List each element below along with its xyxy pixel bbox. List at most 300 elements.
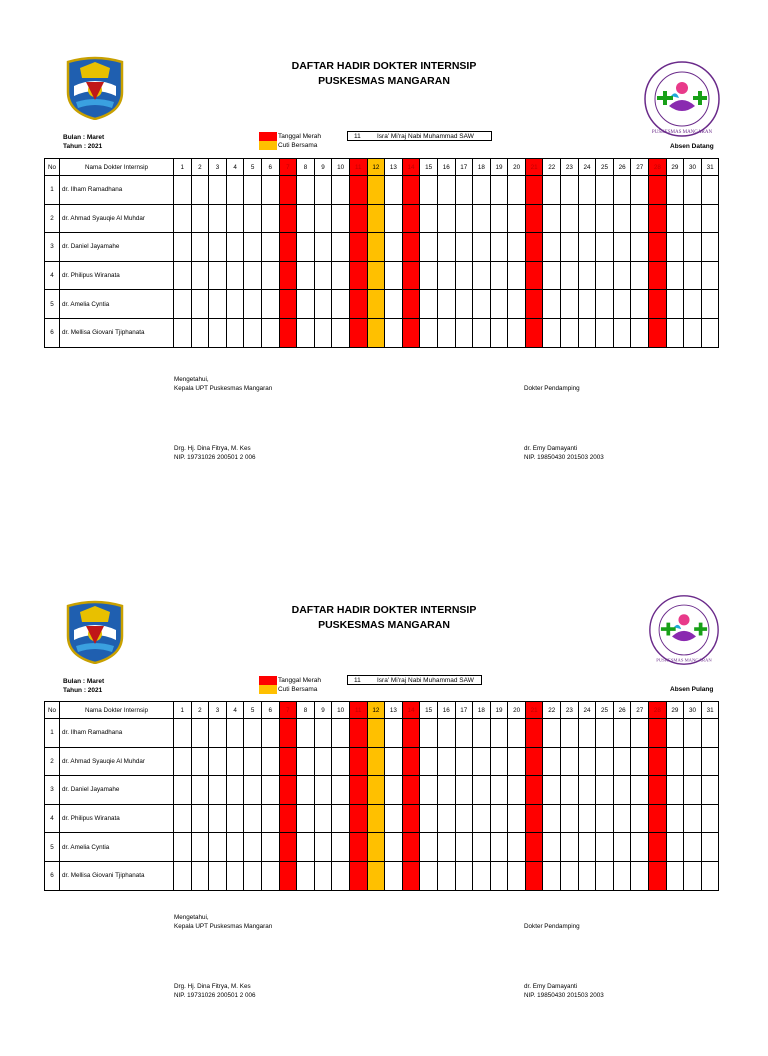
attendance-cell[interactable] [402, 719, 420, 748]
attendance-cell[interactable] [261, 204, 279, 233]
attendance-cell[interactable] [385, 233, 403, 262]
attendance-cell[interactable] [191, 176, 209, 205]
attendance-cell[interactable] [437, 204, 455, 233]
attendance-cell[interactable] [543, 776, 561, 805]
attendance-cell[interactable] [666, 318, 684, 347]
attendance-cell[interactable] [261, 833, 279, 862]
attendance-cell[interactable] [332, 204, 350, 233]
attendance-cell[interactable] [332, 747, 350, 776]
attendance-cell[interactable] [367, 290, 385, 319]
attendance-cell[interactable] [578, 233, 596, 262]
attendance-cell[interactable] [226, 290, 244, 319]
attendance-cell[interactable] [701, 318, 719, 347]
attendance-cell[interactable] [367, 776, 385, 805]
attendance-cell[interactable] [279, 776, 297, 805]
attendance-cell[interactable] [473, 290, 491, 319]
attendance-cell[interactable] [332, 290, 350, 319]
attendance-cell[interactable] [578, 804, 596, 833]
attendance-cell[interactable] [596, 176, 614, 205]
attendance-cell[interactable] [314, 176, 332, 205]
attendance-cell[interactable] [244, 833, 262, 862]
attendance-cell[interactable] [525, 204, 543, 233]
attendance-cell[interactable] [437, 833, 455, 862]
attendance-cell[interactable] [508, 776, 526, 805]
attendance-cell[interactable] [349, 719, 367, 748]
attendance-cell[interactable] [332, 318, 350, 347]
attendance-cell[interactable] [701, 776, 719, 805]
attendance-cell[interactable] [613, 719, 631, 748]
attendance-cell[interactable] [613, 747, 631, 776]
attendance-cell[interactable] [385, 290, 403, 319]
attendance-cell[interactable] [578, 861, 596, 890]
attendance-cell[interactable] [596, 719, 614, 748]
attendance-cell[interactable] [543, 204, 561, 233]
attendance-cell[interactable] [596, 318, 614, 347]
attendance-cell[interactable] [349, 176, 367, 205]
attendance-cell[interactable] [613, 776, 631, 805]
attendance-cell[interactable] [596, 261, 614, 290]
attendance-cell[interactable] [631, 833, 649, 862]
attendance-cell[interactable] [349, 204, 367, 233]
attendance-cell[interactable] [666, 861, 684, 890]
attendance-cell[interactable] [649, 833, 667, 862]
attendance-cell[interactable] [385, 776, 403, 805]
attendance-cell[interactable] [631, 290, 649, 319]
attendance-cell[interactable] [649, 233, 667, 262]
attendance-cell[interactable] [525, 318, 543, 347]
attendance-cell[interactable] [701, 833, 719, 862]
attendance-cell[interactable] [649, 176, 667, 205]
attendance-cell[interactable] [226, 776, 244, 805]
attendance-cell[interactable] [684, 204, 702, 233]
attendance-cell[interactable] [543, 318, 561, 347]
attendance-cell[interactable] [455, 719, 473, 748]
attendance-cell[interactable] [437, 290, 455, 319]
attendance-cell[interactable] [367, 747, 385, 776]
attendance-cell[interactable] [314, 290, 332, 319]
attendance-cell[interactable] [420, 861, 438, 890]
attendance-cell[interactable] [701, 804, 719, 833]
attendance-cell[interactable] [508, 833, 526, 862]
attendance-cell[interactable] [349, 290, 367, 319]
attendance-cell[interactable] [332, 804, 350, 833]
attendance-cell[interactable] [473, 719, 491, 748]
attendance-cell[interactable] [455, 776, 473, 805]
attendance-cell[interactable] [420, 176, 438, 205]
attendance-cell[interactable] [508, 719, 526, 748]
attendance-cell[interactable] [297, 176, 315, 205]
attendance-cell[interactable] [174, 776, 192, 805]
attendance-cell[interactable] [420, 804, 438, 833]
attendance-cell[interactable] [561, 804, 579, 833]
attendance-cell[interactable] [561, 204, 579, 233]
attendance-cell[interactable] [684, 261, 702, 290]
attendance-cell[interactable] [297, 833, 315, 862]
attendance-cell[interactable] [561, 176, 579, 205]
attendance-cell[interactable] [367, 261, 385, 290]
attendance-cell[interactable] [402, 861, 420, 890]
attendance-cell[interactable] [596, 804, 614, 833]
attendance-cell[interactable] [666, 261, 684, 290]
attendance-cell[interactable] [279, 290, 297, 319]
attendance-cell[interactable] [402, 204, 420, 233]
attendance-cell[interactable] [525, 233, 543, 262]
attendance-cell[interactable] [314, 204, 332, 233]
attendance-cell[interactable] [490, 290, 508, 319]
attendance-cell[interactable] [455, 233, 473, 262]
attendance-cell[interactable] [684, 290, 702, 319]
attendance-cell[interactable] [666, 719, 684, 748]
attendance-cell[interactable] [261, 719, 279, 748]
attendance-cell[interactable] [244, 290, 262, 319]
attendance-cell[interactable] [490, 776, 508, 805]
attendance-cell[interactable] [332, 233, 350, 262]
attendance-cell[interactable] [596, 747, 614, 776]
attendance-cell[interactable] [209, 776, 227, 805]
attendance-cell[interactable] [473, 833, 491, 862]
attendance-cell[interactable] [402, 233, 420, 262]
attendance-cell[interactable] [279, 861, 297, 890]
attendance-cell[interactable] [490, 861, 508, 890]
attendance-cell[interactable] [332, 833, 350, 862]
attendance-cell[interactable] [279, 804, 297, 833]
attendance-cell[interactable] [578, 747, 596, 776]
attendance-cell[interactable] [226, 719, 244, 748]
attendance-cell[interactable] [666, 204, 684, 233]
attendance-cell[interactable] [314, 233, 332, 262]
attendance-cell[interactable] [349, 233, 367, 262]
attendance-cell[interactable] [279, 261, 297, 290]
attendance-cell[interactable] [649, 204, 667, 233]
attendance-cell[interactable] [631, 747, 649, 776]
attendance-cell[interactable] [367, 833, 385, 862]
attendance-cell[interactable] [543, 804, 561, 833]
attendance-cell[interactable] [367, 719, 385, 748]
attendance-cell[interactable] [420, 290, 438, 319]
attendance-cell[interactable] [367, 804, 385, 833]
attendance-cell[interactable] [543, 833, 561, 862]
attendance-cell[interactable] [701, 747, 719, 776]
attendance-cell[interactable] [420, 261, 438, 290]
attendance-cell[interactable] [174, 290, 192, 319]
attendance-cell[interactable] [244, 804, 262, 833]
attendance-cell[interactable] [613, 176, 631, 205]
attendance-cell[interactable] [314, 804, 332, 833]
attendance-cell[interactable] [191, 833, 209, 862]
attendance-cell[interactable] [525, 290, 543, 319]
attendance-cell[interactable] [226, 747, 244, 776]
attendance-cell[interactable] [261, 776, 279, 805]
attendance-cell[interactable] [631, 233, 649, 262]
attendance-cell[interactable] [226, 833, 244, 862]
attendance-cell[interactable] [174, 176, 192, 205]
attendance-cell[interactable] [701, 233, 719, 262]
attendance-cell[interactable] [244, 204, 262, 233]
attendance-cell[interactable] [455, 176, 473, 205]
attendance-cell[interactable] [191, 719, 209, 748]
attendance-cell[interactable] [631, 776, 649, 805]
attendance-cell[interactable] [297, 290, 315, 319]
attendance-cell[interactable] [174, 233, 192, 262]
attendance-cell[interactable] [279, 233, 297, 262]
attendance-cell[interactable] [473, 861, 491, 890]
attendance-cell[interactable] [209, 261, 227, 290]
attendance-cell[interactable] [349, 747, 367, 776]
attendance-cell[interactable] [561, 318, 579, 347]
attendance-cell[interactable] [209, 290, 227, 319]
attendance-cell[interactable] [684, 833, 702, 862]
attendance-cell[interactable] [543, 290, 561, 319]
attendance-cell[interactable] [226, 804, 244, 833]
attendance-cell[interactable] [490, 719, 508, 748]
attendance-cell[interactable] [578, 204, 596, 233]
attendance-cell[interactable] [455, 747, 473, 776]
attendance-cell[interactable] [684, 176, 702, 205]
attendance-cell[interactable] [649, 861, 667, 890]
attendance-cell[interactable] [332, 176, 350, 205]
attendance-cell[interactable] [631, 318, 649, 347]
attendance-cell[interactable] [367, 176, 385, 205]
attendance-cell[interactable] [385, 833, 403, 862]
attendance-cell[interactable] [684, 804, 702, 833]
attendance-cell[interactable] [613, 861, 631, 890]
attendance-cell[interactable] [437, 719, 455, 748]
attendance-cell[interactable] [420, 204, 438, 233]
attendance-cell[interactable] [561, 861, 579, 890]
attendance-cell[interactable] [578, 290, 596, 319]
attendance-cell[interactable] [473, 261, 491, 290]
attendance-cell[interactable] [261, 861, 279, 890]
attendance-cell[interactable] [261, 290, 279, 319]
attendance-cell[interactable] [543, 261, 561, 290]
attendance-cell[interactable] [701, 261, 719, 290]
attendance-cell[interactable] [385, 719, 403, 748]
attendance-cell[interactable] [314, 833, 332, 862]
attendance-cell[interactable] [701, 176, 719, 205]
attendance-cell[interactable] [244, 719, 262, 748]
attendance-cell[interactable] [473, 804, 491, 833]
attendance-cell[interactable] [297, 719, 315, 748]
attendance-cell[interactable] [649, 804, 667, 833]
attendance-cell[interactable] [402, 290, 420, 319]
attendance-cell[interactable] [666, 290, 684, 319]
attendance-cell[interactable] [666, 776, 684, 805]
attendance-cell[interactable] [561, 776, 579, 805]
attendance-cell[interactable] [631, 176, 649, 205]
attendance-cell[interactable] [209, 861, 227, 890]
attendance-cell[interactable] [490, 833, 508, 862]
attendance-cell[interactable] [455, 833, 473, 862]
attendance-cell[interactable] [402, 747, 420, 776]
attendance-cell[interactable] [508, 233, 526, 262]
attendance-cell[interactable] [490, 318, 508, 347]
attendance-cell[interactable] [596, 233, 614, 262]
attendance-cell[interactable] [314, 776, 332, 805]
attendance-cell[interactable] [261, 261, 279, 290]
attendance-cell[interactable] [349, 261, 367, 290]
attendance-cell[interactable] [297, 261, 315, 290]
attendance-cell[interactable] [525, 833, 543, 862]
attendance-cell[interactable] [649, 747, 667, 776]
attendance-cell[interactable] [402, 833, 420, 862]
attendance-cell[interactable] [174, 804, 192, 833]
attendance-cell[interactable] [279, 176, 297, 205]
attendance-cell[interactable] [367, 233, 385, 262]
attendance-cell[interactable] [613, 290, 631, 319]
attendance-cell[interactable] [473, 747, 491, 776]
attendance-cell[interactable] [191, 747, 209, 776]
attendance-cell[interactable] [561, 747, 579, 776]
attendance-cell[interactable] [578, 318, 596, 347]
attendance-cell[interactable] [226, 233, 244, 262]
attendance-cell[interactable] [332, 776, 350, 805]
attendance-cell[interactable] [490, 747, 508, 776]
attendance-cell[interactable] [209, 318, 227, 347]
attendance-cell[interactable] [402, 776, 420, 805]
attendance-cell[interactable] [349, 318, 367, 347]
attendance-cell[interactable] [437, 747, 455, 776]
attendance-cell[interactable] [508, 318, 526, 347]
attendance-cell[interactable] [578, 176, 596, 205]
attendance-cell[interactable] [244, 747, 262, 776]
attendance-cell[interactable] [297, 804, 315, 833]
attendance-cell[interactable] [649, 290, 667, 319]
attendance-cell[interactable] [613, 261, 631, 290]
attendance-cell[interactable] [701, 861, 719, 890]
attendance-cell[interactable] [631, 261, 649, 290]
attendance-cell[interactable] [226, 176, 244, 205]
attendance-cell[interactable] [649, 318, 667, 347]
attendance-cell[interactable] [473, 233, 491, 262]
attendance-cell[interactable] [332, 719, 350, 748]
attendance-cell[interactable] [508, 261, 526, 290]
attendance-cell[interactable] [473, 318, 491, 347]
attendance-cell[interactable] [666, 233, 684, 262]
attendance-cell[interactable] [244, 233, 262, 262]
attendance-cell[interactable] [385, 176, 403, 205]
attendance-cell[interactable] [314, 318, 332, 347]
attendance-cell[interactable] [561, 290, 579, 319]
attendance-cell[interactable] [631, 719, 649, 748]
attendance-cell[interactable] [437, 176, 455, 205]
attendance-cell[interactable] [209, 747, 227, 776]
attendance-cell[interactable] [455, 290, 473, 319]
attendance-cell[interactable] [473, 176, 491, 205]
attendance-cell[interactable] [191, 861, 209, 890]
attendance-cell[interactable] [297, 861, 315, 890]
attendance-cell[interactable] [525, 861, 543, 890]
attendance-cell[interactable] [596, 833, 614, 862]
attendance-cell[interactable] [561, 261, 579, 290]
attendance-cell[interactable] [437, 804, 455, 833]
attendance-cell[interactable] [297, 747, 315, 776]
attendance-cell[interactable] [508, 861, 526, 890]
attendance-cell[interactable] [209, 804, 227, 833]
attendance-cell[interactable] [261, 318, 279, 347]
attendance-cell[interactable] [420, 233, 438, 262]
attendance-cell[interactable] [561, 233, 579, 262]
attendance-cell[interactable] [191, 261, 209, 290]
attendance-cell[interactable] [613, 318, 631, 347]
attendance-cell[interactable] [455, 261, 473, 290]
attendance-cell[interactable] [649, 776, 667, 805]
attendance-cell[interactable] [437, 861, 455, 890]
attendance-cell[interactable] [174, 204, 192, 233]
attendance-cell[interactable] [279, 747, 297, 776]
attendance-cell[interactable] [297, 204, 315, 233]
attendance-cell[interactable] [261, 233, 279, 262]
attendance-cell[interactable] [420, 747, 438, 776]
attendance-cell[interactable] [226, 261, 244, 290]
attendance-cell[interactable] [525, 776, 543, 805]
attendance-cell[interactable] [613, 804, 631, 833]
attendance-cell[interactable] [701, 719, 719, 748]
attendance-cell[interactable] [297, 318, 315, 347]
attendance-cell[interactable] [578, 776, 596, 805]
attendance-cell[interactable] [244, 176, 262, 205]
attendance-cell[interactable] [226, 861, 244, 890]
attendance-cell[interactable] [490, 204, 508, 233]
attendance-cell[interactable] [314, 861, 332, 890]
attendance-cell[interactable] [631, 861, 649, 890]
attendance-cell[interactable] [332, 261, 350, 290]
attendance-cell[interactable] [701, 290, 719, 319]
attendance-cell[interactable] [508, 804, 526, 833]
attendance-cell[interactable] [543, 176, 561, 205]
attendance-cell[interactable] [490, 804, 508, 833]
attendance-cell[interactable] [244, 776, 262, 805]
attendance-cell[interactable] [578, 261, 596, 290]
attendance-cell[interactable] [543, 719, 561, 748]
attendance-cell[interactable] [332, 861, 350, 890]
attendance-cell[interactable] [174, 261, 192, 290]
attendance-cell[interactable] [367, 318, 385, 347]
attendance-cell[interactable] [385, 261, 403, 290]
attendance-cell[interactable] [525, 747, 543, 776]
attendance-cell[interactable] [596, 861, 614, 890]
attendance-cell[interactable] [261, 747, 279, 776]
attendance-cell[interactable] [684, 747, 702, 776]
attendance-cell[interactable] [666, 747, 684, 776]
attendance-cell[interactable] [455, 804, 473, 833]
attendance-cell[interactable] [297, 233, 315, 262]
attendance-cell[interactable] [226, 204, 244, 233]
attendance-cell[interactable] [613, 233, 631, 262]
attendance-cell[interactable] [525, 719, 543, 748]
attendance-cell[interactable] [666, 833, 684, 862]
attendance-cell[interactable] [385, 747, 403, 776]
attendance-cell[interactable] [244, 861, 262, 890]
attendance-cell[interactable] [174, 833, 192, 862]
attendance-cell[interactable] [261, 176, 279, 205]
attendance-cell[interactable] [613, 204, 631, 233]
attendance-cell[interactable] [437, 318, 455, 347]
attendance-cell[interactable] [508, 176, 526, 205]
attendance-cell[interactable] [561, 719, 579, 748]
attendance-cell[interactable] [226, 318, 244, 347]
attendance-cell[interactable] [349, 776, 367, 805]
attendance-cell[interactable] [279, 318, 297, 347]
attendance-cell[interactable] [701, 204, 719, 233]
attendance-cell[interactable] [402, 804, 420, 833]
attendance-cell[interactable] [525, 804, 543, 833]
attendance-cell[interactable] [385, 204, 403, 233]
attendance-cell[interactable] [666, 176, 684, 205]
attendance-cell[interactable] [437, 233, 455, 262]
attendance-cell[interactable] [191, 804, 209, 833]
attendance-cell[interactable] [420, 719, 438, 748]
attendance-cell[interactable] [367, 204, 385, 233]
